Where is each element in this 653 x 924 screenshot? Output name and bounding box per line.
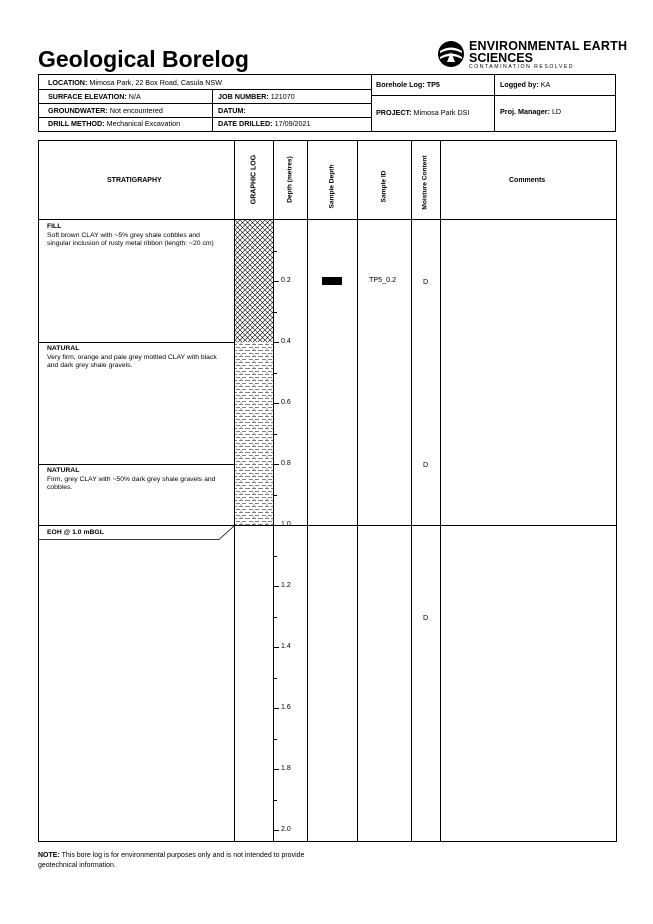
depth-minor-tick xyxy=(273,617,277,618)
depth-minor-tick xyxy=(273,251,277,252)
depth-major-tick xyxy=(273,769,279,770)
graphic-log-column xyxy=(235,220,273,525)
depth-minor-tick xyxy=(273,495,277,496)
location-field: LOCATION: Mimosa Park, 22 Box Road, Casula NSW xyxy=(48,78,223,87)
moisture-reading: D xyxy=(423,612,429,622)
col-comments: Comments xyxy=(509,177,546,184)
graphic-pattern-crosshatch xyxy=(235,220,273,342)
layer-boundary xyxy=(39,342,234,343)
job-number-field: JOB NUMBER: 121070 xyxy=(218,92,295,101)
logo-mark-icon xyxy=(437,40,465,70)
proj-manager-field: Proj. Manager: LD xyxy=(500,107,562,116)
col-sample-id: Sample ID xyxy=(380,170,388,203)
layer-description: Firm, grey CLAY with ~50% dark grey shale gravels and cobbles. xyxy=(47,475,216,492)
depth-minor-tick xyxy=(273,434,277,435)
depth-tick-label: 1.6 xyxy=(281,704,291,711)
depth-minor-tick xyxy=(273,800,277,801)
borelog-table xyxy=(38,140,617,842)
depth-minor-tick xyxy=(273,556,277,557)
depth-tick-label: 1.4 xyxy=(281,643,291,650)
layer-boundary xyxy=(39,464,234,465)
col-sample-depth: Sample Depth xyxy=(328,164,336,209)
depth-tick-label: 0.2 xyxy=(281,277,291,284)
depth-major-tick xyxy=(273,342,279,343)
logo-text-line1: ENVIRONMENTAL EARTH xyxy=(469,39,628,53)
depth-tick-label: 0.4 xyxy=(281,338,291,345)
layer-description: Soft brown CLAY with ~5% grey shale cobbles and singular inclusion of rusty metal ribbon (length: ~20 cm) xyxy=(47,231,214,248)
col-depth: Depth (metres) xyxy=(286,156,294,203)
eoh-label: EOH @ 1.0 mBGL xyxy=(47,529,104,536)
stratigraphy-layer-1 xyxy=(47,223,219,249)
depth-tick-label: 2.0 xyxy=(281,826,291,833)
company-logo xyxy=(437,38,627,72)
depth-tick-label: 1.8 xyxy=(281,765,291,772)
graphic-pattern-clay-dash xyxy=(235,342,273,464)
depth-major-tick xyxy=(273,281,279,282)
layer-heading: FILL xyxy=(47,223,62,230)
col-moisture-content: Moisture Content xyxy=(421,155,429,210)
sample-id: TP5_0.2 xyxy=(369,275,397,284)
depth-major-tick xyxy=(273,647,279,648)
depth-tick-label: 0.8 xyxy=(281,460,291,467)
col-stratigraphy: STRATIGRAPHY xyxy=(107,177,162,184)
logo-text-line2: SCIENCES xyxy=(469,51,533,65)
logged-by-field: Logged by: KA xyxy=(500,80,551,89)
depth-tick-label: 1.2 xyxy=(281,582,291,589)
drill-method-field: DRILL METHOD: Mechanical Excavation xyxy=(48,119,181,128)
depth-major-tick xyxy=(273,708,279,709)
layer-heading: NATURAL xyxy=(47,345,80,352)
moisture-reading: D xyxy=(423,277,429,286)
depth-major-tick xyxy=(273,403,279,404)
layer-description: Very firm, orange and pale grey mottled CLAY with black and dark grey shale gravels. xyxy=(47,353,217,370)
stratigraphy-layer-3 xyxy=(47,467,219,493)
depth-minor-tick xyxy=(273,739,277,740)
logo-tagline: CONTAMINATION RESOLVED xyxy=(469,64,575,70)
datum-field: DATUM: xyxy=(218,106,246,115)
depth-minor-tick xyxy=(273,312,277,313)
header-info-table xyxy=(38,74,616,132)
col-graphic-log: GRAPHIC LOG xyxy=(250,154,258,205)
groundwater-field: GROUNDWATER: Not encountered xyxy=(48,106,163,115)
depth-tick-label: 0.6 xyxy=(281,399,291,406)
depth-major-tick xyxy=(273,464,279,465)
borehole-log-field: Borehole Log: TP5 xyxy=(376,80,440,89)
project-field: PROJECT: Mimosa Park DSI xyxy=(376,108,470,117)
depth-minor-tick xyxy=(273,373,277,374)
date-drilled-field: DATE DRILLED: 17/09/2021 xyxy=(218,119,311,128)
stratigraphy-layer-2 xyxy=(47,345,219,371)
depth-minor-tick xyxy=(273,678,277,679)
depth-major-tick xyxy=(273,830,279,831)
sample-depth-marker xyxy=(322,277,342,285)
depth-major-tick xyxy=(273,525,279,526)
eoh-marker-line xyxy=(39,525,235,541)
document-title: Geological Borelog xyxy=(38,46,249,72)
surface-elevation-field: SURFACE ELEVATION: N/A xyxy=(48,92,141,101)
graphic-pattern-clay-dash xyxy=(235,464,273,525)
moisture-reading: D xyxy=(423,460,429,469)
depth-tick-label: 1.0 xyxy=(281,521,291,528)
depth-major-tick xyxy=(273,586,279,587)
layer-heading: NATURAL xyxy=(47,467,80,474)
footer-note: NOTE: This bore log is for environmental purposes only and is not intended to provide geotechnical information. xyxy=(38,852,305,869)
